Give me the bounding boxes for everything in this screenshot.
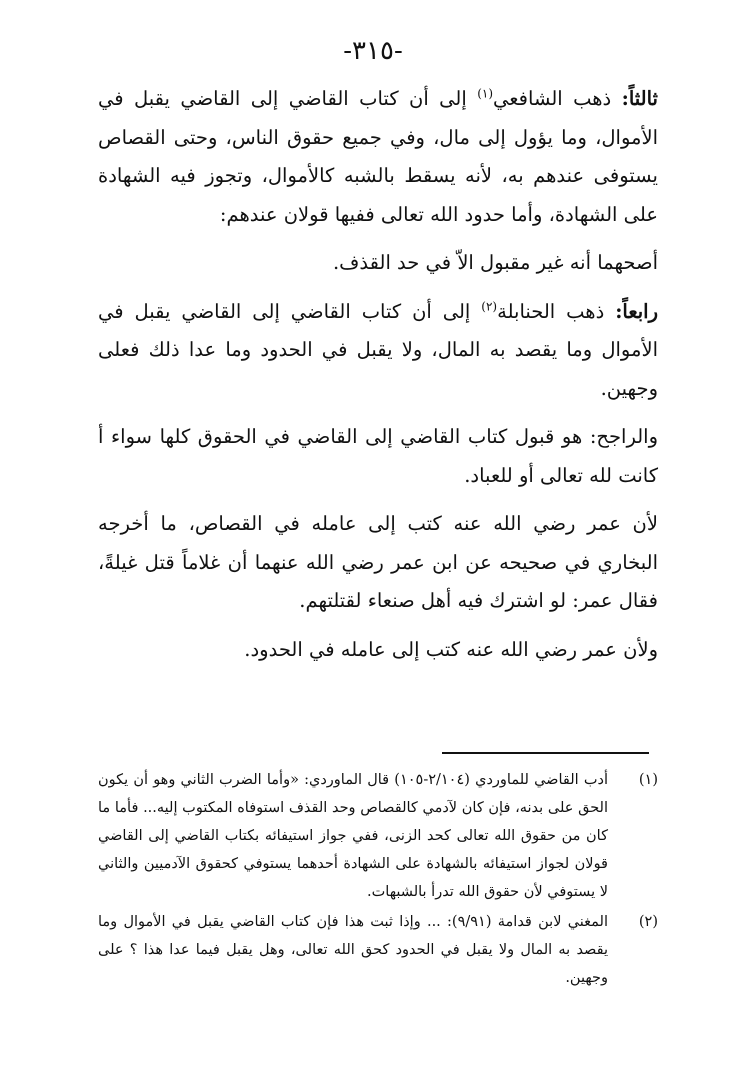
footnote-ref-2[interactable]: (٢) [481,299,498,313]
paragraph-hanabila [98,293,658,409]
main-text [98,80,658,669]
footnote-1 [98,766,658,906]
paragraph-shafii [98,80,658,234]
paragraph-text: إلى أن كتاب القاضي إلى القاضي يقبل في الأموال، وما يؤول إلى مال، وفي جميع حقوق الناس، وحتى القصاص يستوفى عندهم به، لأنه يسقط بالشبه كالأموال، وتجوز فيه الشهادة على الشهادة، وأما حدود الله تعالى ففيها قولان عندهم: [98,87,658,226]
footnotes [98,766,658,994]
footnote-number: (١) [638,772,658,788]
paragraph-lead: ثالثاً: [621,87,658,110]
paragraph-asahhuma: أصحهما أنه غير مقبول الاّ في حد القذف. [332,251,658,274]
paragraph-rajih: والراجح: هو قبول كتاب القاضي إلى القاضي في الحقوق كلها سواء أ كانت لله تعالى أو للعباد. [98,425,658,487]
footnote-2 [98,908,658,992]
footnote-ref-1[interactable]: (١) [477,86,494,101]
paragraph-text: ذهب الشافعي [493,87,622,110]
paragraph-text: ذهب الحنابلة [497,299,616,323]
paragraph-text: إلى أن كتاب القاضي إلى القاضي يقبل في الأموال وما يقصد به المال، ولا يقبل في الحدود وما عدا ذلك فعلى وجهين. [98,299,658,400]
paragraph-umar-hudud: ولأن عمر رضي الله عنه كتب إلى عامله في الحدود. [244,637,658,661]
footnote-separator [442,752,649,754]
footnote-number: (٢) [638,914,658,930]
footnote-text: أدب القاضي للماوردي (٢/١٠٤-١٠٥) قال الماوردي: «وأما الضرب الثاني وهو أن يكون الحق على بدنه، فإن كان لآدمي كالقصاص وحد القذف استوفاه المكتوب إليه... فأما ما كان من حقوق الله تعالى كحد الزنى، ففي جواز استيفائه بكتاب القاضي إلى القاضي قولان لجواز استيفائه بالشهادة على الشهادة أحدهما يستوفي كحقوق الآدميين والثاني لا يستوفي لأن حقوق الله تدرأ بالشبهات. [98,772,608,900]
paragraph-lead: رابعاً: [615,299,658,323]
page-number: -٣١٥- [343,36,403,66]
paragraph-umar-qisas: لأن عمر رضي الله عنه كتب إلى عامله في القصاص، ما أخرجه البخاري في صحيحه عن ابن عمر رضي الله عنهما أن غلاماً قتل غيلةً، فقال عمر: لو اشترك فيه أهل صنعاء لقتلتهم. [98,512,658,612]
footnote-text: المغني لابن قدامة (٩/٩١): ... وإذا ثبت هذا فإن كتاب القاضي يقبل في الأموال وما يقصد به المال ولا يقبل في الحدود كحق الله تعالى، وهل يقبل فيما عدا هذا ؟ على وجهين. [98,914,608,986]
